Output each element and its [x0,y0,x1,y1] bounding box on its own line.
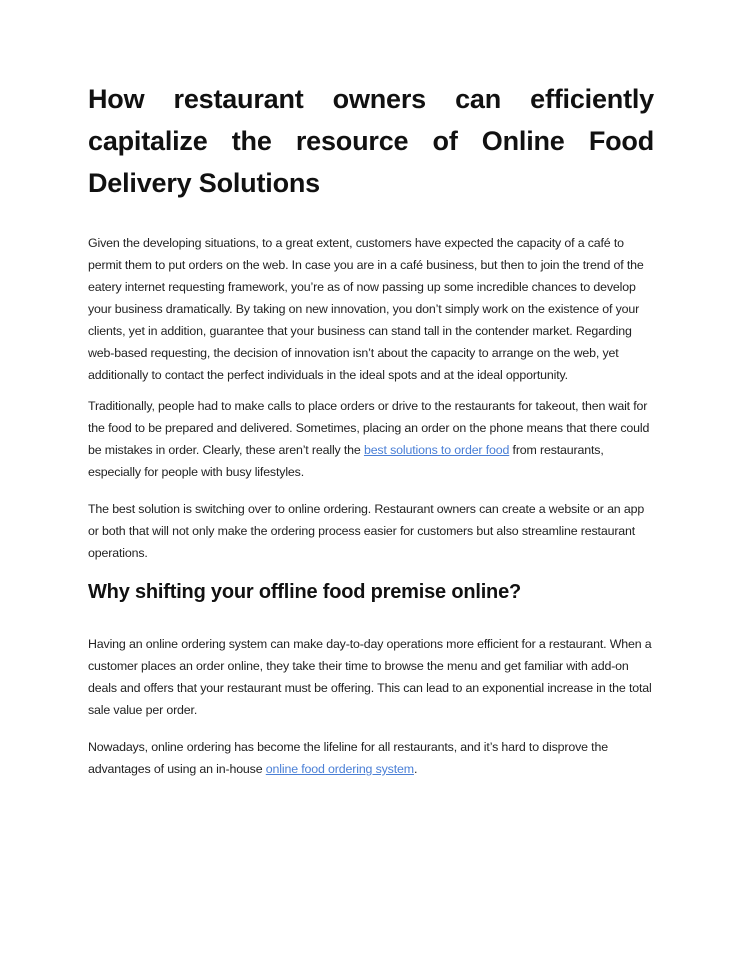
paragraph-text: . [413,762,418,776]
section-heading: Why shifting your offline food premise online? [88,581,522,603]
online-ordering-system-link[interactable]: online food ordering system [265,762,414,776]
paragraph-best-solution: The best solution is switching over to online ordering. Restaurant owners can create a website or an app or both that will not only make the ordering process easier for customers but also streamline restaurant operations. [88,502,645,560]
document-page [88,78,654,780]
best-solutions-link[interactable]: best solutions to order food [363,443,510,457]
paragraph-lifeline [88,736,654,780]
paragraph-traditional-ordering [88,395,654,483]
article-title: How restaurant owners can efficiently capitalize the resource of Online Food Delivery Solutions [88,84,654,198]
paragraph-text: Traditionally, people had to make calls to place orders or drive to the restaurants for takeout, then wait for the food to be prepared and delivered. Sometimes, placing an order on the phone means that there could be mistakes in order. Clearly, these aren’t really the [88,399,650,457]
paragraph-text: Nowadays, online ordering has become the lifeline for all restaurants, and it’s hard to disprove the advantages of using an in-house [88,740,608,776]
paragraph-text: from restaurants, especially for people with busy lifestyles. [88,443,604,479]
paragraph-efficiency: Having an online ordering system can make day-to-day operations more efficient for a restaurant. When a customer places an order online, they take their time to browse the menu and get familiar with add-on deals and offers that your restaurant must be offering. This can lead to an exponential increase in the total sale value per order. [88,637,652,717]
paragraph-intro: Given the developing situations, to a great extent, customers have expected the capacity of a café to permit them to put orders on the web. In case you are in a café business, but then to join the trend of the eatery internet requesting framework, you’re as of now passing up some incredible chances to develop your business dramatically. By taking on new innovation, you don’t simply work on the existence of your clients, yet in addition, guarantee that your business can stand tall in the contender market. Regarding web-based requesting, the decision of innovation isn’t about the capacity to arrange on the web, yet additionally to contact the perfect individuals in the ideal spots and at the ideal opportunity. [88,236,644,382]
